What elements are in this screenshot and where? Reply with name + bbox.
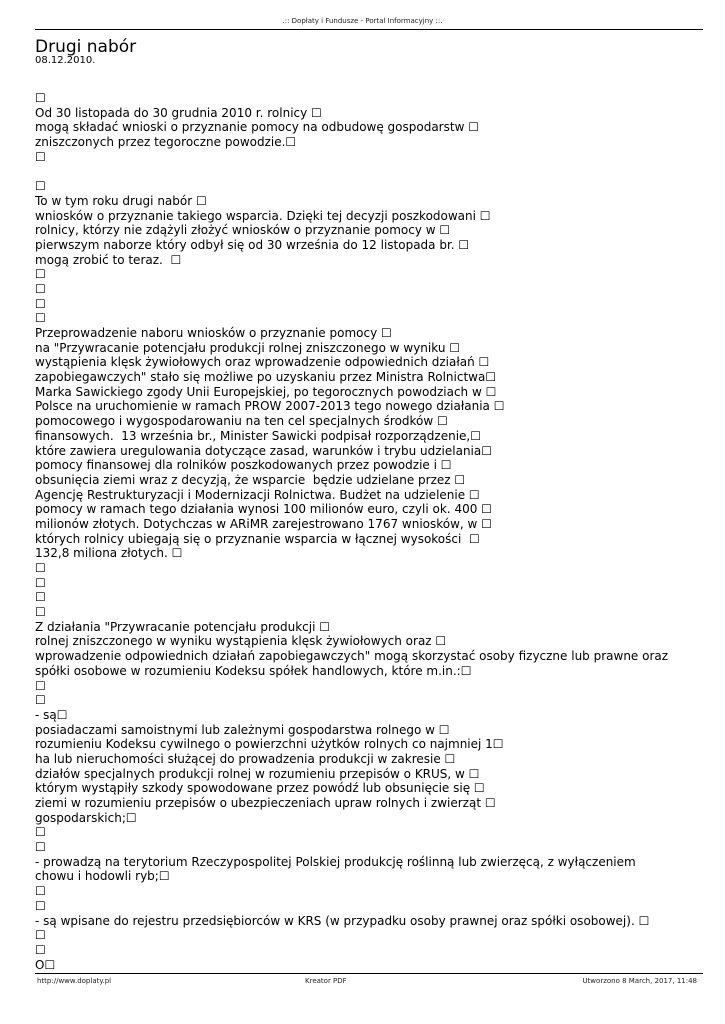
article-line: ☐	[35, 179, 46, 194]
article-line: ☐	[35, 840, 46, 855]
article-line: spółki osobowe w rozumieniu Kodeksu spółek handlowych, które m.in.:☐	[35, 663, 472, 678]
article-line: chowu i hodowli ryb;☐	[35, 869, 170, 884]
article-line: ha lub nieruchomości służącej do prowadzenia produkcji w zakresie ☐	[35, 751, 456, 766]
article-line: ☐	[35, 693, 46, 708]
article-line: ☐	[35, 678, 46, 693]
article-line: wniosków o przyznanie takiego wsparcia. Dzięki tej decyzji poszkodowani ☐	[35, 208, 491, 223]
article-line: Agencję Restrukturyzacji i Modernizacji Rolnictwa. Budżet na udzielenie ☐	[35, 487, 480, 502]
footer-url[interactable]: http://www.doplaty.pl	[37, 977, 112, 985]
site-header-title: .:: Dopłaty i Fundusze - Portal Informacyjny ::.	[282, 17, 443, 25]
article-line: milionów złotych. Dotychczas w ARiMR zarejestrowano 1767 wniosków, w ☐	[35, 516, 492, 531]
article-line: rozumieniu Kodeksu cywilnego o powierzchni użytków rolnych co najmniej 1☐	[35, 737, 504, 752]
article-line: To w tym roku drugi nabór ☐	[35, 193, 207, 208]
article-line: - są☐	[35, 707, 68, 722]
article-line: ☐	[35, 590, 46, 605]
article-line: ☐	[35, 296, 46, 311]
article-line: ☐	[35, 884, 46, 899]
article-line: rolnicy, którzy nie zdążyli złożyć wniosków o przyznanie pomocy w ☐	[35, 223, 451, 238]
article-line: wystąpienia klęsk żywiołowych oraz wprowadzenie odpowiednich działań ☐	[35, 355, 490, 370]
article-line: 132,8 miliona złotych. ☐	[35, 546, 183, 561]
article-line: ☐	[35, 91, 46, 105]
article-line: którym wystąpiły szkody spowodowane przez powódź lub obsunięcie się ☐	[35, 781, 485, 796]
article-line: na "Przywracanie potencjału produkcji rolnej zniszczonego w wyniku ☐	[35, 340, 461, 355]
article-line: finansowych. 13 września br., Minister Sawicki podpisał rozporządzenie,☐	[35, 428, 481, 443]
article-line: obsunięcia ziemi wraz z decyzją, że wsparcie będzie udzielane przez ☐	[35, 472, 466, 487]
article-line: rolnej zniszczonego w wyniku wystąpienia klęsk żywiołowych oraz ☐	[35, 634, 447, 649]
article-line: Przeprowadzenie naboru wniosków o przyznanie pomocy ☐	[35, 326, 392, 340]
article-line: O☐	[35, 957, 56, 972]
article-line: ☐	[35, 942, 46, 957]
article-line: których rolnicy ubiegają się o przyznanie wsparcia w łącznej wysokości ☐	[35, 531, 480, 546]
article-line: zniszczonych przez tegoroczne powodzie.☐	[35, 135, 297, 150]
article-line: posiadaczami samoistnymi lub zależnymi gospodarstwa rolnego w ☐	[35, 722, 450, 737]
article-line: - prowadzą na terytorium Rzeczypospolitej Polskiej produkcję roślinną lub zwierzęcą, z wyłączeniem	[35, 854, 636, 869]
article-line: działów specjalnych produkcji rolnej w rozumieniu przepisów o KRUS, w ☐	[35, 766, 480, 781]
footer-created-date: Utworzono 8 March, 2017, 11:48	[582, 977, 697, 985]
footer-divider	[35, 973, 703, 974]
article-line: ☐	[35, 561, 46, 575]
article-line: które zawiera uregulowania dotyczące zasad, warunków i trybu udzielania☐	[35, 443, 493, 458]
article-line	[35, 164, 703, 179]
article-line: ☐	[35, 605, 46, 620]
article-line: gospodarskich;☐	[35, 810, 137, 825]
header-divider	[35, 29, 703, 30]
article-line: ☐	[35, 898, 46, 913]
article-date: 08.12.2010.	[35, 55, 96, 66]
article-line: ☐	[35, 311, 46, 326]
article-body	[35, 91, 703, 972]
article-line: pomocy finansowej dla rolników poszkodowanych przez powodzie i ☐	[35, 458, 452, 473]
article-line: ☐	[35, 281, 46, 296]
article-line: ☐	[35, 825, 46, 840]
article-line: ☐	[35, 575, 46, 590]
article-line: Z działania "Przywracanie potencjału produkcji ☐	[35, 619, 330, 634]
article-line: mogą zrobić to teraz. ☐	[35, 252, 182, 267]
article-line: ☐	[35, 267, 46, 282]
article-title: Drugi nabór	[35, 37, 137, 57]
article-line: - są wpisane do rejestru przedsiębiorców w KRS (w przypadku osoby prawnej oraz spółki osobowej). ☐	[35, 913, 650, 928]
article-line: ☐	[35, 928, 46, 943]
article-line: wprowadzenie odpowiednich działań zapobiegawczych" mogą skorzystać osoby fizyczne lub prawne oraz	[35, 649, 669, 664]
article-line: ziemi w rozumieniu przepisów o ubezpieczeniach upraw rolnych i zwierząt ☐	[35, 796, 496, 810]
article-line: mogą składać wnioski o przyznanie pomocy na odbudowę gospodarstw ☐	[35, 120, 479, 135]
article-line: pomocowego i wygospodarowaniu na ten cel specjalnych środków ☐	[35, 414, 448, 429]
footer-generator: Kreator PDF	[305, 977, 347, 985]
article-line: zapobiegawczych" stało się możliwe po uzyskaniu przez Ministra Rolnictwa☐	[35, 370, 497, 385]
article-line: pierwszym naborze który odbył się od 30 września do 12 listopada br. ☐	[35, 237, 470, 252]
article-line: ☐	[35, 149, 46, 164]
article-line: Od 30 listopada do 30 grudnia 2010 r. rolnicy ☐	[35, 105, 322, 120]
article-line: Marka Sawickiego zgody Unii Europejskiej, po tegorocznych powodziach w ☐	[35, 384, 497, 399]
article-line: pomocy w ramach tego działania wynosi 100 milionów euro, czyli ok. 400 ☐	[35, 502, 492, 517]
article-line: Polsce na uruchomienie w ramach PROW 2007-2013 tego nowego działania ☐	[35, 399, 505, 414]
